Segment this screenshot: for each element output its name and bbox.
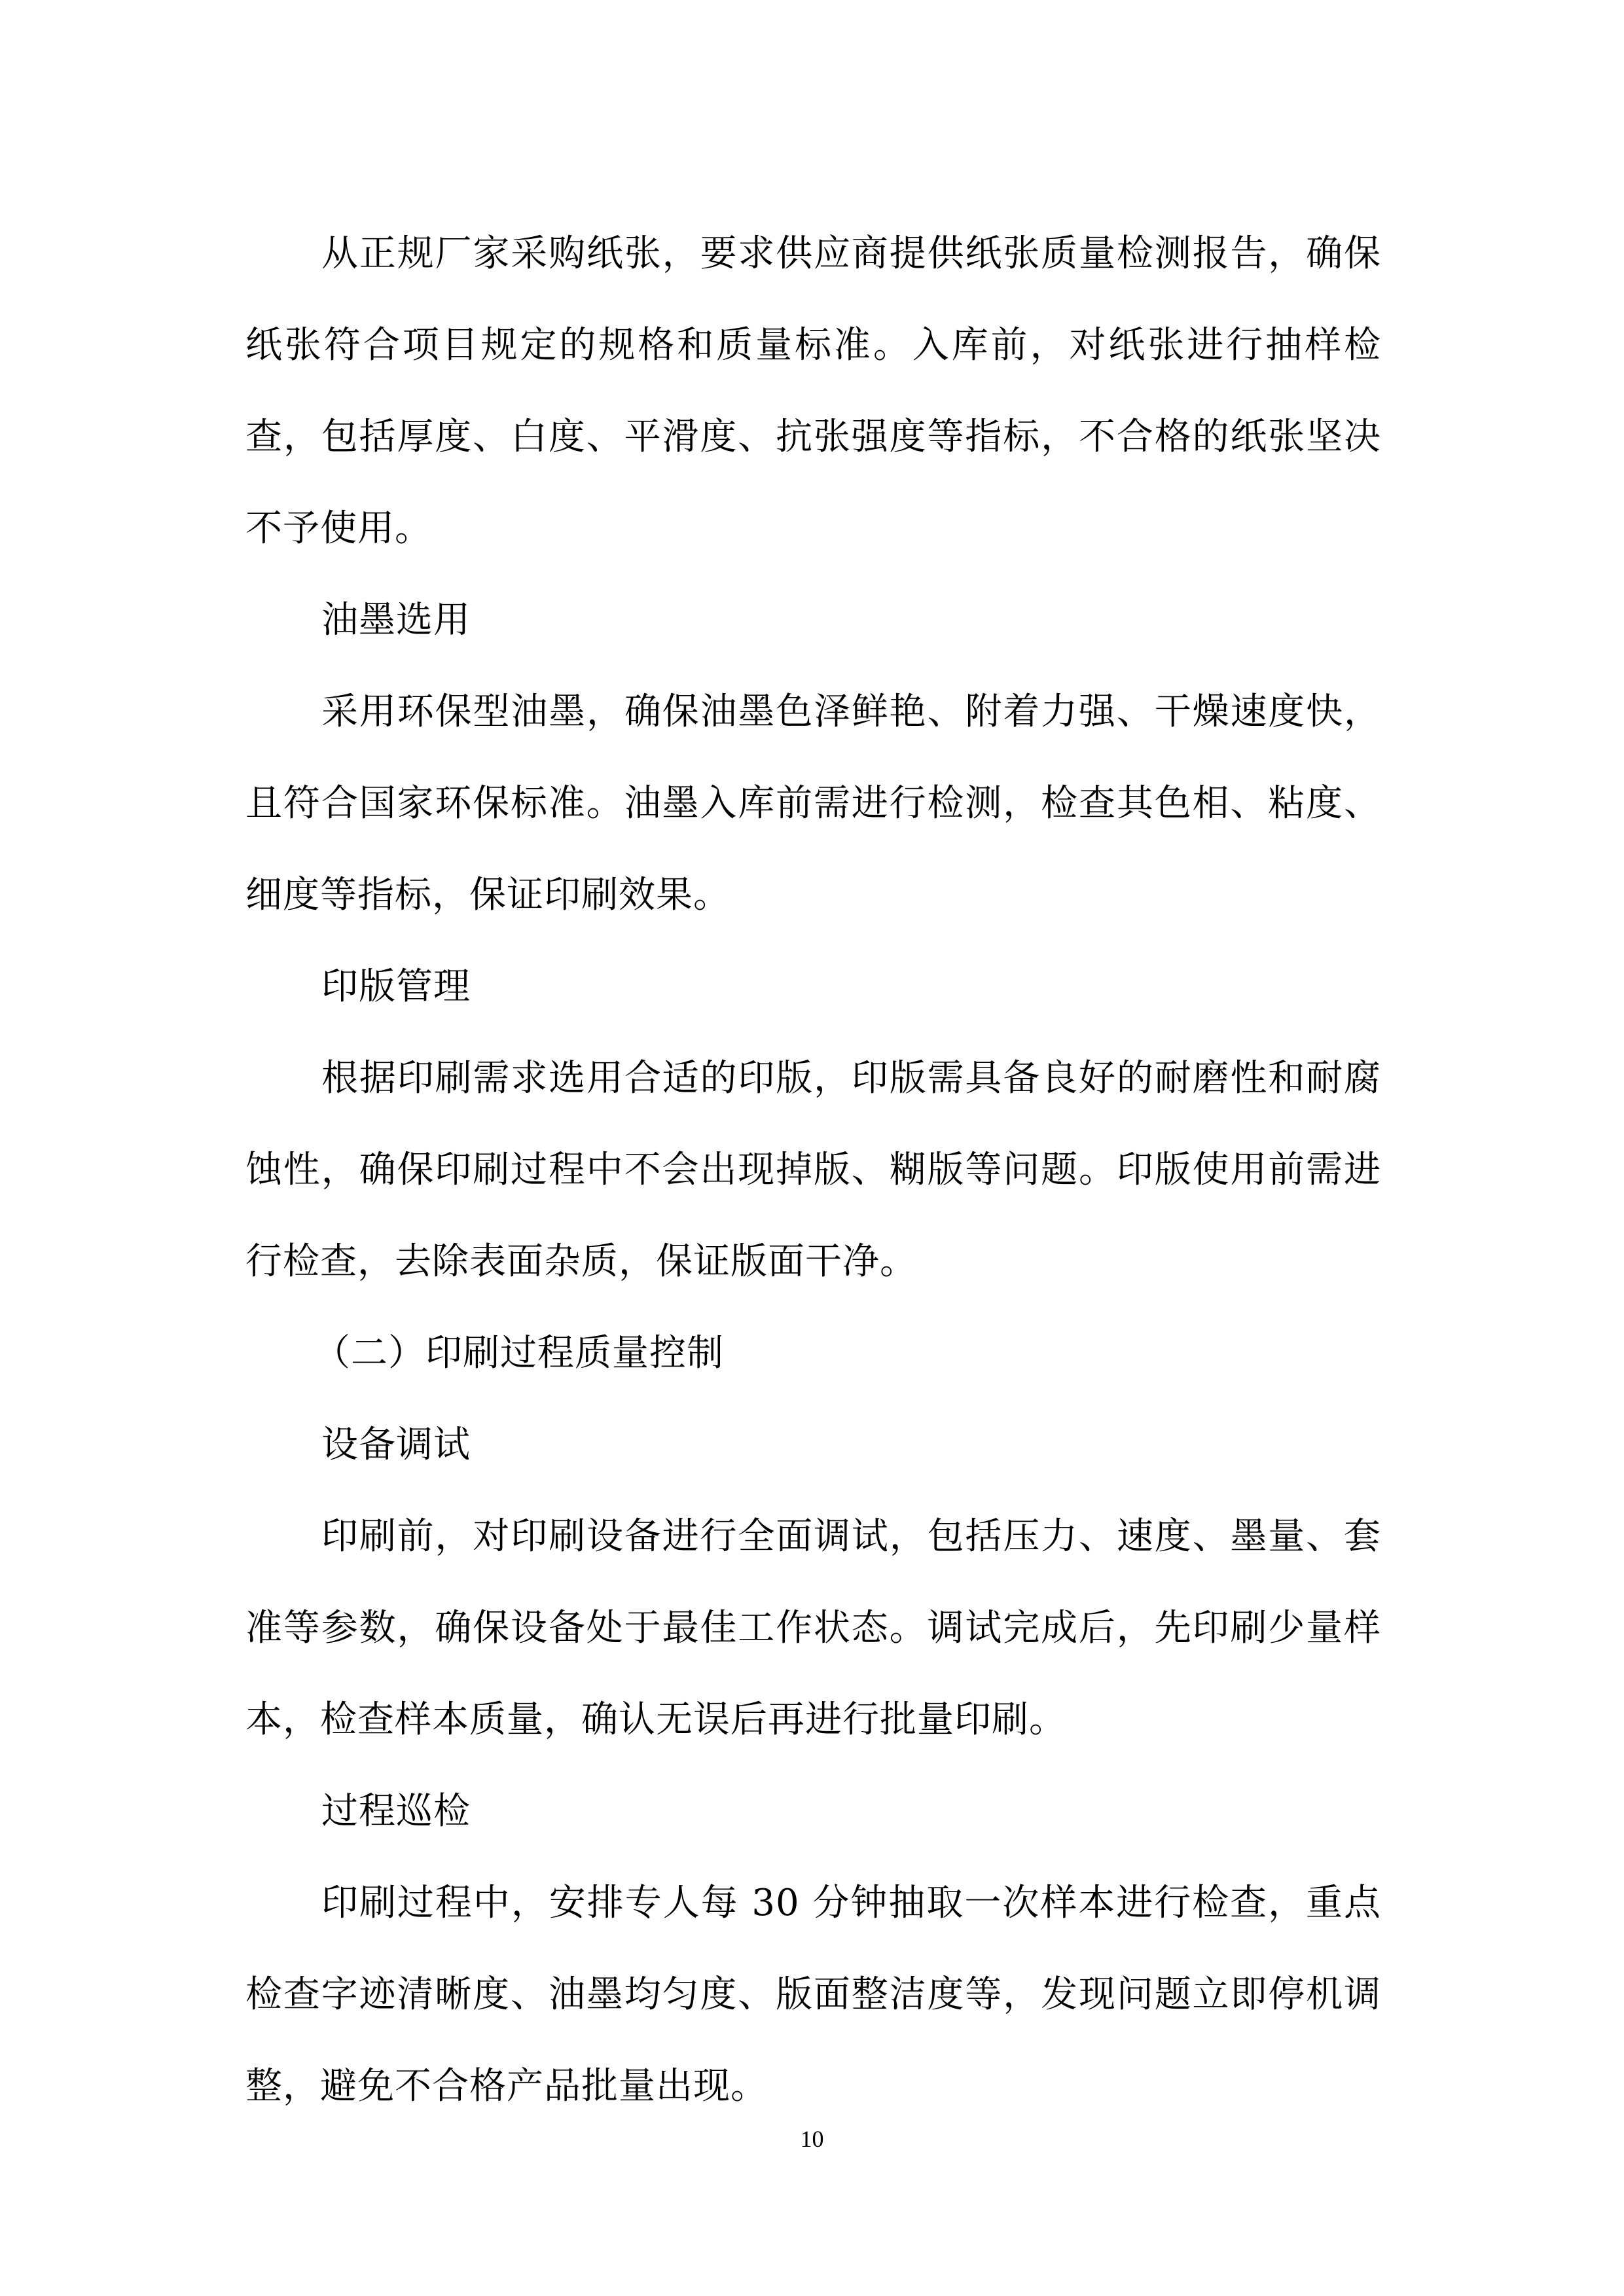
paragraph-paper-procurement: 从正规厂家采购纸张，要求供应商提供纸张质量检测报告，确保纸张符合项目规定的规格和质量标准。入库前，对纸张进行抽样检查，包括厚度、白度、平滑度、抗张强度等指标，不合格的纸张坚决不予使用。 <box>245 232 1381 550</box>
paragraph-equipment-debugging: 印刷前，对印刷设备进行全面调试，包括压力、速度、墨量、套准等参数，确保设备处于最佳工作状态。调试完成后，先印刷少量样本，检查样本质量，确认无误后再进行批量印刷。 <box>245 1515 1381 1741</box>
paragraph-process-inspection: 印刷过程中，安排专人每 30 分钟抽取一次样本进行检查，重点检查字迹清晰度、油墨均匀度、版面整洁度等，发现问题立即停机调整，避免不合格产品批量出现。 <box>245 1882 1381 2108</box>
heading-equipment-debugging: 设备调试 <box>321 1424 471 1466</box>
heading-plate-management: 印版管理 <box>321 965 471 1008</box>
paragraph-plate-management: 根据印刷需求选用合适的印版，印版需具备良好的耐磨性和耐腐蚀性，确保印刷过程中不会出现掉版、糊版等问题。印版使用前需进行检查，去除表面杂质，保证版面干净。 <box>245 1057 1381 1283</box>
page-number: 10 <box>800 2126 824 2152</box>
section-heading-printing-process: （二）印刷过程质量控制 <box>314 1332 724 1374</box>
heading-ink-selection: 油墨选用 <box>321 599 471 641</box>
heading-process-inspection: 过程巡检 <box>321 1790 471 1833</box>
document-body <box>245 208 1381 2132</box>
paragraph-ink-selection: 采用环保型油墨，确保油墨色泽鲜艳、附着力强、干燥速度快，且符合国家环保标准。油墨入库前需进行检测，检查其色相、粘度、细度等指标，保证印刷效果。 <box>245 691 1381 916</box>
